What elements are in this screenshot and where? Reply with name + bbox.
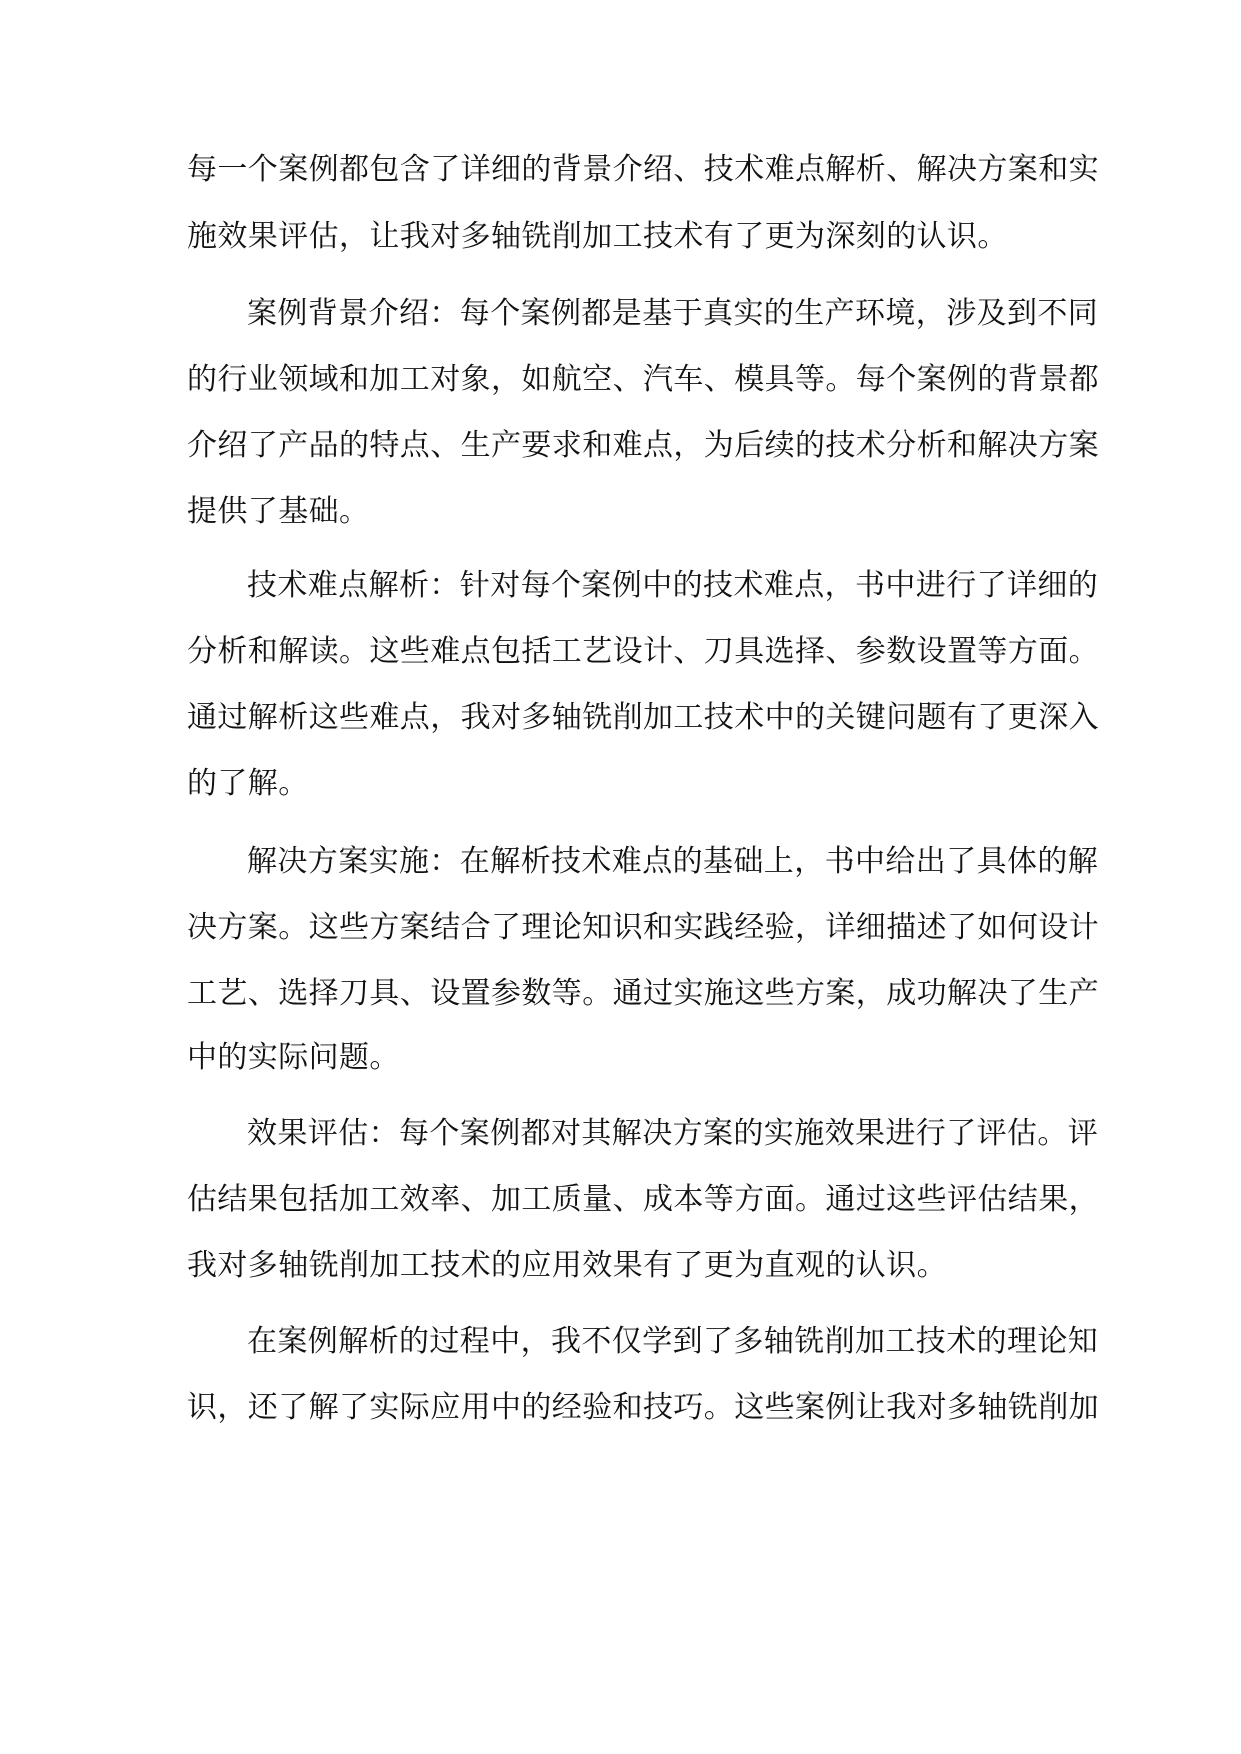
text-line: 每一个案例都包含了详细的背景介绍、技术难点解析、解决方案和实 xyxy=(187,152,1099,187)
text-line: 介绍了产品的特点、生产要求和难点，为后续的技术分析和解决方案 xyxy=(187,428,1099,463)
text-line: 通过解析这些难点，我对多轴铣削加工技术中的关键问题有了更深入 xyxy=(187,700,1099,735)
text-line: 提供了基础。 xyxy=(187,494,370,529)
text-line: 识，还了解了实际应用中的经验和技巧。这些案例让我对多轴铣削加 xyxy=(187,1390,1099,1425)
text-line: 的了解。 xyxy=(187,766,309,801)
text-line: 决方案。这些方案结合了理论知识和实践经验，详细描述了如何设计 xyxy=(187,910,1099,945)
paragraph-first-line: 效果评估：每个案例都对其解决方案的实施效果进行了评估。评 xyxy=(247,1116,1099,1151)
text-line: 的行业领域和加工对象，如航空、汽车、模具等。每个案例的背景都 xyxy=(187,362,1099,397)
text-line: 施效果评估，让我对多轴铣削加工技术有了更为深刻的认识。 xyxy=(187,219,1008,254)
paragraph-first-line: 技术难点解析：针对每个案例中的技术难点，书中进行了详细的 xyxy=(247,568,1099,603)
text-line: 分析和解读。这些难点包括工艺设计、刀具选择、参数设置等方面。 xyxy=(187,634,1099,669)
text-line: 估结果包括加工效率、加工质量、成本等方面。通过这些评估结果， xyxy=(187,1182,1099,1217)
paragraph-first-line: 案例背景介绍：每个案例都是基于真实的生产环境，涉及到不同 xyxy=(247,296,1099,331)
paragraph-first-line: 解决方案实施：在解析技术难点的基础上，书中给出了具体的解 xyxy=(247,844,1099,879)
text-line: 我对多轴铣削加工技术的应用效果有了更为直观的认识。 xyxy=(187,1248,947,1283)
text-line: 工艺、选择刀具、设置参数等。通过实施这些方案，成功解决了生产 xyxy=(187,976,1099,1011)
text-line: 中的实际问题。 xyxy=(187,1040,400,1075)
paragraph-first-line: 在案例解析的过程中，我不仅学到了多轴铣削加工技术的理论知 xyxy=(247,1324,1099,1359)
